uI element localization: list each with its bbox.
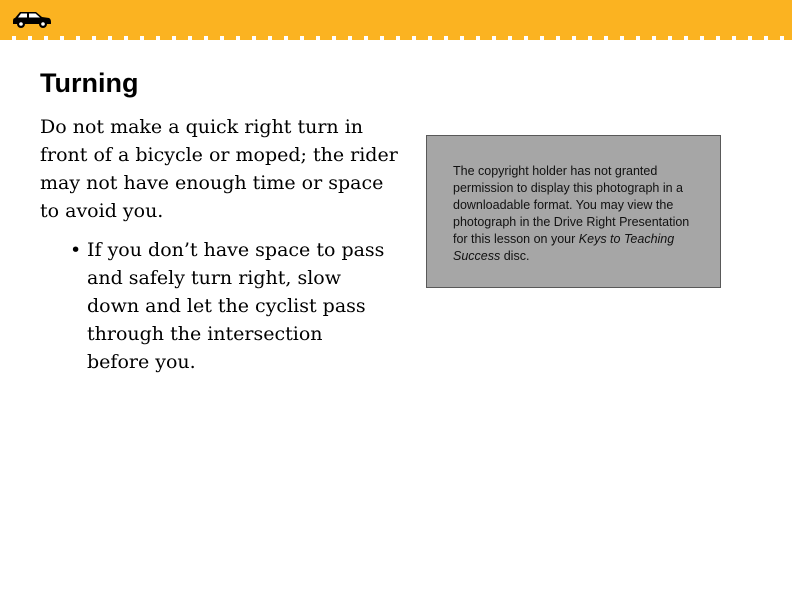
bullet-list (40, 236, 400, 376)
bullet-marker: • (70, 239, 82, 261)
list-item (40, 236, 387, 376)
body-paragraph: Do not make a quick right turn in front of a bicycle or moped; the rider may not have enough time or space to avoid you. (40, 116, 398, 222)
notice-title-italic: Keys to Teaching Success (453, 232, 675, 263)
header-band (0, 0, 792, 36)
header-dashed-edge (0, 36, 792, 40)
photo-placeholder (426, 135, 721, 288)
bullet-text: If you don’t have space to pass and safely turn right, slow down and let the cyclist pass through the intersection before you. (87, 239, 385, 373)
car-icon (11, 9, 53, 29)
copyright-notice (453, 163, 703, 265)
notice-suffix: disc. (503, 249, 530, 263)
notice-text: The copyright holder has not granted permission to display this photograph in a downloadable format. You may view the photograph in the Drive Right Presentation for this lesson on your (453, 164, 690, 246)
slide-body (40, 113, 400, 376)
slide-title: Turning (40, 68, 139, 98)
